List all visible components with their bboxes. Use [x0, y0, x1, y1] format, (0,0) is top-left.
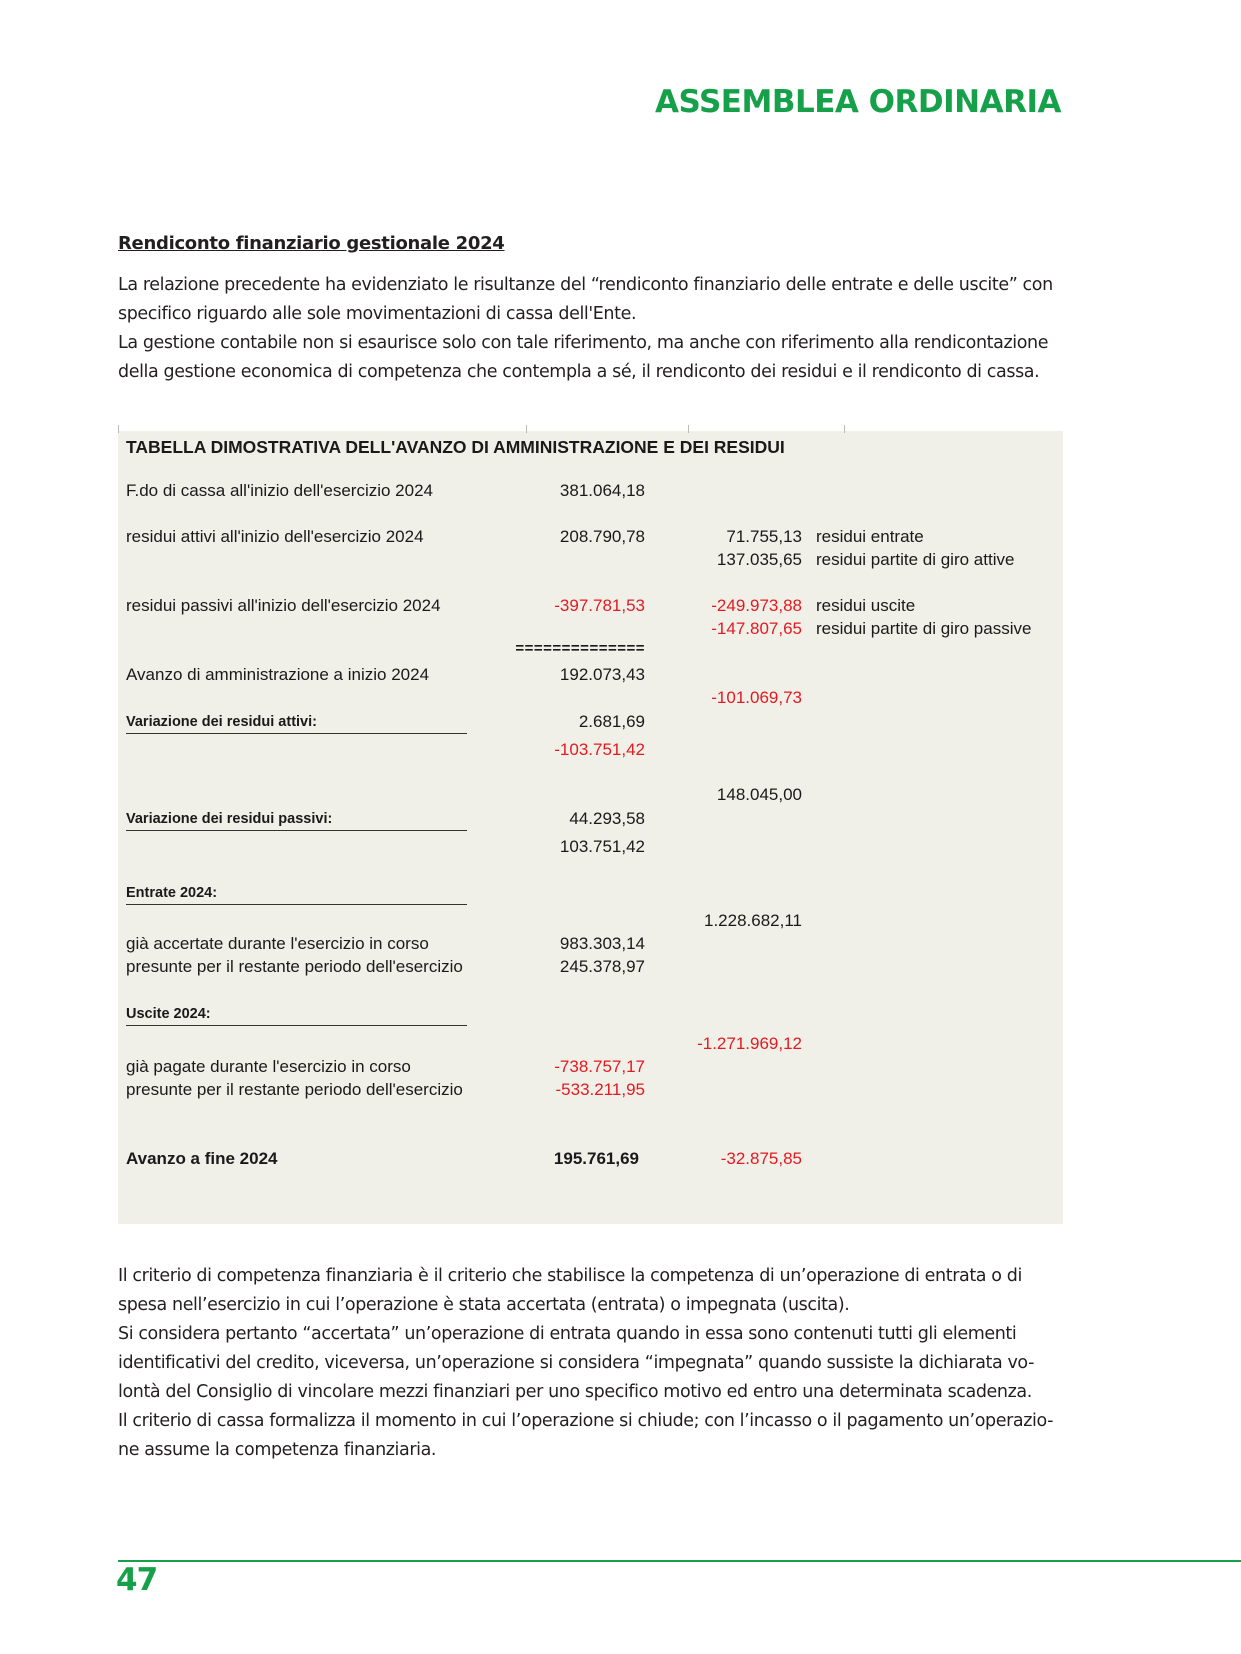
outro-line: spesa nell’esercizio in cui l’operazione è stata accertata (entrata) o impegnata (uscita). — [118, 1295, 850, 1315]
uscite-presunte-label: presunte per il restante periodo dell'esercizio — [126, 1080, 463, 1099]
variazione-attivi-total: -101.069,73 — [711, 688, 802, 707]
page-header-title: ASSEMBLEA ORDINARIA — [655, 84, 1061, 120]
intro-line: specifico riguardo alle sole movimentazioni di cassa dell'Ente. — [118, 304, 637, 324]
outro-line: Il criterio di cassa formalizza il momento in cui l’operazione si chiude; con l’incasso o il pagamento un’operazio- — [118, 1411, 1054, 1431]
entrate-presunte-value: 245.378,97 — [559, 957, 645, 976]
entrate-presunte-label: presunte per il restante periodo dell'esercizio — [126, 957, 463, 976]
variazione-passivi-total: 148.045,00 — [716, 785, 802, 804]
outro-line: ne assume la competenza finanziaria. — [118, 1440, 437, 1460]
avanzo-fine-difference: -32.875,85 — [720, 1149, 802, 1168]
residui-pg-attive-label: residui partite di giro attive — [816, 550, 1015, 569]
section-title: Rendiconto finanziario gestionale 2024 — [118, 233, 505, 254]
footer-divider — [118, 1560, 1241, 1562]
entrate-accertate-value: 983.303,14 — [559, 934, 645, 953]
underline — [126, 733, 467, 734]
residui-uscite-label: residui uscite — [816, 596, 916, 615]
avanzo-fine-label: Avanzo a fine 2024 — [126, 1149, 278, 1168]
residui-pg-passive-value: -147.807,65 — [711, 619, 802, 638]
intro-line: La relazione precedente ha evidenziato le risultanze del “rendiconto finanziario delle entrate e delle uscite” con — [118, 275, 1053, 295]
avanzo-fine-value: 195.761,69 — [553, 1149, 639, 1168]
underline — [126, 1025, 467, 1026]
outro-line: Il criterio di competenza finanziaria è il criterio che stabilisce la competenza di un’operazione di entrata o di — [118, 1266, 1022, 1286]
sum-separator: ============== — [515, 640, 645, 657]
outro-line: lontà del Consiglio di vincolare mezzi finanziari per uno specifico motivo ed entro una determinata scadenza. — [118, 1382, 1032, 1402]
intro-line: della gestione economica di competenza che contempla a sé, il rendiconto dei residui e il rendiconto di cassa. — [118, 362, 1040, 382]
uscite-pagate-value: -738.757,17 — [554, 1057, 645, 1076]
avanzo-inizio-label: Avanzo di amministrazione a inizio 2024 — [126, 665, 430, 684]
page-number: 47 — [116, 1562, 158, 1598]
residui-attivi-label: residui attivi all'inizio dell'esercizio 2024 — [126, 527, 424, 546]
variazione-attivi-value-2: -103.751,42 — [554, 740, 645, 759]
avanzo-residui-table — [118, 431, 1063, 1224]
residui-pg-passive-label: residui partite di giro passive — [816, 619, 1032, 638]
variazione-passivi-label: Variazione dei residui passivi: — [126, 811, 333, 827]
residui-pg-attive-value: 137.035,65 — [716, 550, 802, 569]
variazione-attivi-value-1: 2.681,69 — [578, 712, 645, 731]
entrate-total: 1.228.682,11 — [704, 911, 802, 930]
residui-attivi-value: 208.790,78 — [559, 527, 645, 546]
uscite-label: Uscite 2024: — [126, 1006, 211, 1022]
outro-line: identificativi del credito, viceversa, un’operazione si considera “impegnata” quando sussiste la dichiarata vo- — [118, 1353, 1034, 1373]
fondo-cassa-value: 381.064,18 — [559, 481, 645, 500]
variazione-passivi-value-1: 44.293,58 — [569, 809, 645, 828]
table-gridline — [688, 425, 689, 433]
outro-line: Si considera pertanto “accertata” un’operazione di entrata quando in essa sono contenuti tutti gli elementi — [118, 1324, 1017, 1344]
intro-line: La gestione contabile non si esaurisce solo con tale riferimento, ma anche con riferimento alla rendicontazione — [118, 333, 1049, 353]
entrate-label: Entrate 2024: — [126, 885, 218, 901]
table-gridline — [118, 425, 119, 433]
variazione-passivi-value-2: 103.751,42 — [559, 837, 645, 856]
uscite-pagate-label: già pagate durante l'esercizio in corso — [126, 1057, 411, 1076]
residui-passivi-label: residui passivi all'inizio dell'esercizio 2024 — [126, 596, 441, 615]
underline — [126, 904, 467, 905]
variazione-attivi-label: Variazione dei residui attivi: — [126, 714, 317, 730]
avanzo-inizio-value: 192.073,43 — [559, 665, 645, 684]
outro-paragraph — [118, 1262, 1064, 1465]
residui-entrate-value: 71.755,13 — [726, 527, 802, 546]
entrate-accertate-label: già accertate durante l'esercizio in corso — [126, 934, 429, 953]
residui-uscite-value: -249.973,88 — [711, 596, 802, 615]
underline — [126, 830, 467, 831]
uscite-presunte-value: -533.211,95 — [555, 1080, 645, 1099]
table-gridline — [844, 425, 845, 433]
intro-paragraph — [118, 271, 1064, 387]
uscite-total: -1.271.969,12 — [697, 1034, 802, 1053]
fondo-cassa-label: F.do di cassa all'inizio dell'esercizio 2024 — [126, 481, 433, 500]
residui-entrate-label: residui entrate — [816, 527, 924, 546]
table-title: TABELLA DIMOSTRATIVA DELL'AVANZO DI AMMINISTRAZIONE E DEI RESIDUI — [126, 437, 785, 457]
residui-passivi-value: -397.781,53 — [554, 596, 645, 615]
table-gridline — [526, 425, 527, 433]
